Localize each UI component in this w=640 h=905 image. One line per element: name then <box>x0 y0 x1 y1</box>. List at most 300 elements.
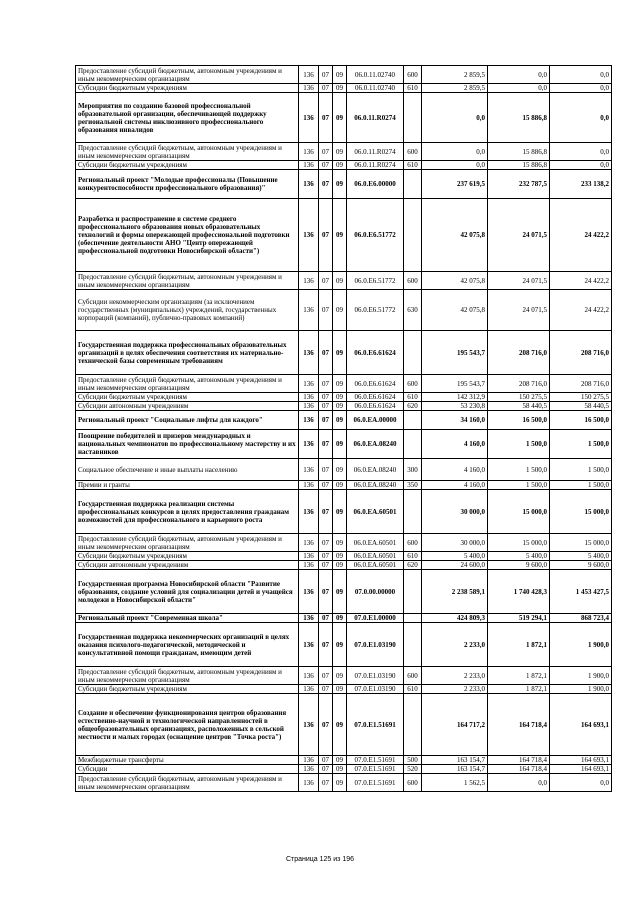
row-value-2: 164 718,4 <box>488 694 550 756</box>
row-value-1: 42 075,8 <box>422 272 488 290</box>
row-value-3: 58 440,5 <box>550 402 612 411</box>
row-rz: 07 <box>319 614 333 623</box>
row-rz: 07 <box>319 143 333 161</box>
row-name: Субсидии автономным учреждениям <box>76 402 299 411</box>
row-csr: 06.0.11.02740 <box>347 66 404 84</box>
row-value-1: 142 312,9 <box>422 393 488 402</box>
table-row <box>76 623 612 667</box>
row-pr: 09 <box>333 84 347 93</box>
row-gr: 136 <box>299 402 319 411</box>
row-gr: 136 <box>299 685 319 694</box>
row-value-1: 0,0 <box>422 93 488 143</box>
row-pr: 09 <box>333 623 347 667</box>
row-value-3: 233 138,2 <box>550 170 612 199</box>
row-value-1: 30 000,0 <box>422 490 488 534</box>
row-csr: 06.0.EA.60501 <box>347 552 404 561</box>
table-row <box>76 570 612 614</box>
row-rz: 07 <box>319 667 333 685</box>
row-pr: 09 <box>333 290 347 331</box>
row-pr: 09 <box>333 411 347 430</box>
row-rz: 07 <box>319 756 333 765</box>
row-pr: 09 <box>333 765 347 774</box>
row-value-3: 0,0 <box>550 161 612 170</box>
row-pr: 09 <box>333 570 347 614</box>
row-vr <box>404 331 422 375</box>
row-rz: 07 <box>319 66 333 84</box>
row-vr: 600 <box>404 66 422 84</box>
row-rz: 07 <box>319 694 333 756</box>
table-row <box>76 290 612 331</box>
row-name: Региональный проект "Современная школа" <box>76 614 299 623</box>
row-value-3: 868 723,4 <box>550 614 612 623</box>
row-pr: 09 <box>333 667 347 685</box>
row-value-3: 15 000,0 <box>550 534 612 552</box>
row-csr: 06.0.E6.51772 <box>347 272 404 290</box>
row-csr: 06.0.EA.08240 <box>347 481 404 490</box>
row-name: Создание и обеспечение функционирования центров образования естественно-научной и технологической направленностей в общеобразовательных организациях, расположенных в сельской местности и малых городах (оснащение центров "Точка роста") <box>76 694 299 756</box>
row-gr: 136 <box>299 272 319 290</box>
row-csr: 07.0.E1.51691 <box>347 765 404 774</box>
row-vr <box>404 170 422 199</box>
row-rz: 07 <box>319 161 333 170</box>
row-rz: 07 <box>319 685 333 694</box>
row-csr: 06.0.EA.60501 <box>347 534 404 552</box>
row-gr: 136 <box>299 375 319 393</box>
row-pr: 09 <box>333 430 347 459</box>
row-name: Межбюджетные трансферты <box>76 756 299 765</box>
row-gr: 136 <box>299 161 319 170</box>
row-value-2: 24 071,5 <box>488 199 550 272</box>
row-csr: 07.0.E1.51691 <box>347 774 404 792</box>
row-value-2: 1 500,0 <box>488 459 550 481</box>
row-vr: 350 <box>404 481 422 490</box>
row-gr: 136 <box>299 694 319 756</box>
row-csr: 06.0.E6.51772 <box>347 290 404 331</box>
row-value-1: 164 717,2 <box>422 694 488 756</box>
row-rz: 07 <box>319 570 333 614</box>
row-value-1: 2 859,5 <box>422 84 488 93</box>
row-vr: 610 <box>404 685 422 694</box>
row-csr: 07.0.E1.51691 <box>347 756 404 765</box>
row-value-3: 5 400,0 <box>550 552 612 561</box>
row-value-1: 424 809,3 <box>422 614 488 623</box>
row-value-3: 0,0 <box>550 143 612 161</box>
row-name: Предоставление субсидий бюджетным, автономным учреждениям и иным некоммерческим организациям <box>76 143 299 161</box>
row-name: Предоставление субсидий бюджетным, автономным учреждениям и иным некоммерческим организациям <box>76 272 299 290</box>
row-rz: 07 <box>319 170 333 199</box>
row-pr: 09 <box>333 93 347 143</box>
row-value-1: 30 000,0 <box>422 534 488 552</box>
row-value-1: 0,0 <box>422 161 488 170</box>
row-vr: 600 <box>404 375 422 393</box>
row-value-1: 42 075,8 <box>422 199 488 272</box>
table-row <box>76 459 612 481</box>
row-gr: 136 <box>299 561 319 570</box>
row-value-2: 24 071,5 <box>488 290 550 331</box>
row-gr: 136 <box>299 459 319 481</box>
row-rz: 07 <box>319 430 333 459</box>
row-csr: 06.0.11.R0274 <box>347 161 404 170</box>
row-vr: 620 <box>404 561 422 570</box>
row-value-2: 16 500,0 <box>488 411 550 430</box>
row-name: Поощрение победителей и призеров международных и национальных чемпионатов по профессиональному мастерству и их наставников <box>76 430 299 459</box>
row-gr: 136 <box>299 570 319 614</box>
row-gr: 136 <box>299 774 319 792</box>
row-name: Предоставление субсидий бюджетным, автономным учреждениям и иным некоммерческим организациям <box>76 774 299 792</box>
row-gr: 136 <box>299 765 319 774</box>
row-value-1: 195 543,7 <box>422 331 488 375</box>
row-value-3: 24 422,2 <box>550 199 612 272</box>
row-gr: 136 <box>299 623 319 667</box>
row-gr: 136 <box>299 614 319 623</box>
row-name: Премии и гранты <box>76 481 299 490</box>
row-name: Социальное обеспечение и иные выплаты населению <box>76 459 299 481</box>
table-row <box>76 534 612 552</box>
table-row <box>76 93 612 143</box>
row-rz: 07 <box>319 774 333 792</box>
row-csr: 06.0.E6.00000 <box>347 170 404 199</box>
table-row <box>76 375 612 393</box>
row-value-3: 0,0 <box>550 774 612 792</box>
row-gr: 136 <box>299 411 319 430</box>
row-pr: 09 <box>333 331 347 375</box>
row-pr: 09 <box>333 490 347 534</box>
table-row <box>76 430 612 459</box>
row-csr: 06.0.E6.51772 <box>347 199 404 272</box>
row-value-1: 163 154,7 <box>422 756 488 765</box>
row-csr: 06.0.E6.61624 <box>347 402 404 411</box>
row-value-2: 15 886,8 <box>488 93 550 143</box>
row-name: Мероприятия по созданию базовой профессиональной образовательной организации, обеспечивающей поддержку региональной системы инклюзивного профессионального образования инвалидов <box>76 93 299 143</box>
row-name: Субсидии бюджетным учреждениям <box>76 393 299 402</box>
row-value-2: 24 071,5 <box>488 272 550 290</box>
row-value-1: 0,0 <box>422 143 488 161</box>
row-value-3: 24 422,2 <box>550 272 612 290</box>
row-pr: 09 <box>333 393 347 402</box>
row-vr: 300 <box>404 459 422 481</box>
row-csr: 06.0.E6.61624 <box>347 375 404 393</box>
row-value-2: 0,0 <box>488 774 550 792</box>
row-rz: 07 <box>319 552 333 561</box>
row-csr: 06.0.E6.61624 <box>347 331 404 375</box>
row-pr: 09 <box>333 66 347 84</box>
row-pr: 09 <box>333 170 347 199</box>
row-pr: 09 <box>333 143 347 161</box>
row-value-3: 0,0 <box>550 84 612 93</box>
row-value-2: 15 000,0 <box>488 534 550 552</box>
row-vr <box>404 490 422 534</box>
row-csr: 06.0.EA.08240 <box>347 459 404 481</box>
table-row <box>76 481 612 490</box>
row-rz: 07 <box>319 411 333 430</box>
row-gr: 136 <box>299 393 319 402</box>
row-value-3: 1 500,0 <box>550 481 612 490</box>
row-value-3: 1 900,0 <box>550 685 612 694</box>
table-row <box>76 774 612 792</box>
row-rz: 07 <box>319 393 333 402</box>
row-pr: 09 <box>333 774 347 792</box>
row-csr: 06.0.11.R0274 <box>347 93 404 143</box>
row-gr: 136 <box>299 143 319 161</box>
row-csr: 06.0.11.R0274 <box>347 143 404 161</box>
row-value-3: 15 000,0 <box>550 490 612 534</box>
row-name: Субсидии <box>76 765 299 774</box>
row-value-3: 24 422,2 <box>550 290 612 331</box>
row-pr: 09 <box>333 534 347 552</box>
row-gr: 136 <box>299 199 319 272</box>
row-rz: 07 <box>319 272 333 290</box>
row-rz: 07 <box>319 290 333 331</box>
row-value-3: 208 716,0 <box>550 331 612 375</box>
row-vr <box>404 614 422 623</box>
row-vr <box>404 623 422 667</box>
row-value-2: 58 440,5 <box>488 402 550 411</box>
table-row <box>76 756 612 765</box>
row-value-1: 163 154,7 <box>422 765 488 774</box>
row-gr: 136 <box>299 93 319 143</box>
row-value-2: 208 716,0 <box>488 331 550 375</box>
row-value-1: 34 160,0 <box>422 411 488 430</box>
row-csr: 06.0.EA.60501 <box>347 561 404 570</box>
row-value-2: 164 718,4 <box>488 765 550 774</box>
row-value-2: 15 886,8 <box>488 143 550 161</box>
row-value-3: 1 500,0 <box>550 459 612 481</box>
row-value-1: 2 233,0 <box>422 667 488 685</box>
row-value-1: 2 233,0 <box>422 623 488 667</box>
row-vr: 610 <box>404 84 422 93</box>
row-value-2: 15 000,0 <box>488 490 550 534</box>
row-value-2: 164 718,4 <box>488 756 550 765</box>
table-row <box>76 143 612 161</box>
row-csr: 06.0.EA.08240 <box>347 430 404 459</box>
row-rz: 07 <box>319 402 333 411</box>
row-value-1: 2 859,5 <box>422 66 488 84</box>
table-row <box>76 561 612 570</box>
row-vr: 600 <box>404 667 422 685</box>
row-name: Разработка и распространение в системе среднего профессионального образования новых образовательных технологий и формы опережающей профессиональной подготовки (обеспечение деятельности АНО "Центр опережающей профессиональной подготовки Новосибирской области") <box>76 199 299 272</box>
row-gr: 136 <box>299 552 319 561</box>
row-pr: 09 <box>333 375 347 393</box>
row-name: Субсидии бюджетным учреждениям <box>76 685 299 694</box>
row-value-3: 0,0 <box>550 93 612 143</box>
row-value-3: 1 453 427,5 <box>550 570 612 614</box>
row-csr: 06.0.11.02740 <box>347 84 404 93</box>
row-gr: 136 <box>299 430 319 459</box>
row-name: Государственная поддержка некоммерческих организаций в целях оказания психолого-педагогической, методической и консультативной помощи гражданам, имеющим детей <box>76 623 299 667</box>
row-value-1: 53 230,8 <box>422 402 488 411</box>
row-name: Субсидии некоммерческим организациям (за исключением государственных (муниципальных) учреждений, государственных корпораций (компаний), публично-правовых компаний) <box>76 290 299 331</box>
row-name: Предоставление субсидий бюджетным, автономным учреждениям и иным некоммерческим организациям <box>76 667 299 685</box>
row-vr <box>404 430 422 459</box>
row-csr: 07.0.E1.03190 <box>347 685 404 694</box>
row-value-2: 0,0 <box>488 66 550 84</box>
table-row <box>76 552 612 561</box>
row-csr: 07.0.E1.51691 <box>347 694 404 756</box>
row-gr: 136 <box>299 534 319 552</box>
row-rz: 07 <box>319 765 333 774</box>
table-row <box>76 667 612 685</box>
table-row <box>76 411 612 430</box>
row-pr: 09 <box>333 459 347 481</box>
row-pr: 09 <box>333 272 347 290</box>
row-value-1: 4 160,0 <box>422 481 488 490</box>
row-value-2: 5 400,0 <box>488 552 550 561</box>
row-gr: 136 <box>299 331 319 375</box>
row-value-3: 0,0 <box>550 66 612 84</box>
row-value-2: 208 716,0 <box>488 375 550 393</box>
row-vr <box>404 694 422 756</box>
row-value-1: 1 562,5 <box>422 774 488 792</box>
row-value-2: 232 787,5 <box>488 170 550 199</box>
row-value-3: 1 500,0 <box>550 430 612 459</box>
row-value-1: 42 075,8 <box>422 290 488 331</box>
row-value-3: 164 693,1 <box>550 765 612 774</box>
row-gr: 136 <box>299 66 319 84</box>
row-value-1: 5 400,0 <box>422 552 488 561</box>
row-value-2: 1 500,0 <box>488 430 550 459</box>
row-value-2: 9 600,0 <box>488 561 550 570</box>
row-name: Предоставление субсидий бюджетным, автономным учреждениям и иным некоммерческим организациям <box>76 375 299 393</box>
row-gr: 136 <box>299 170 319 199</box>
row-value-2: 1 740 428,3 <box>488 570 550 614</box>
row-csr: 07.0.E1.00000 <box>347 614 404 623</box>
row-vr: 600 <box>404 534 422 552</box>
row-pr: 09 <box>333 481 347 490</box>
row-rz: 07 <box>319 331 333 375</box>
row-csr: 06.0.EA.00000 <box>347 411 404 430</box>
row-vr: 600 <box>404 272 422 290</box>
row-value-1: 195 543,7 <box>422 375 488 393</box>
row-rz: 07 <box>319 534 333 552</box>
row-gr: 136 <box>299 756 319 765</box>
row-pr: 09 <box>333 614 347 623</box>
row-pr: 09 <box>333 561 347 570</box>
table-row <box>76 614 612 623</box>
table-row <box>76 402 612 411</box>
table-row <box>76 765 612 774</box>
row-value-2: 150 275,5 <box>488 393 550 402</box>
row-value-2: 1 872,1 <box>488 685 550 694</box>
row-gr: 136 <box>299 490 319 534</box>
row-csr: 07.0.00.00000 <box>347 570 404 614</box>
table-row <box>76 685 612 694</box>
row-vr: 610 <box>404 393 422 402</box>
row-csr: 06.0.EA.60501 <box>347 490 404 534</box>
row-name: Региональный проект "Социальные лифты для каждого" <box>76 411 299 430</box>
row-rz: 07 <box>319 375 333 393</box>
row-value-1: 2 238 589,1 <box>422 570 488 614</box>
row-value-2: 1 872,1 <box>488 623 550 667</box>
row-name: Государственная поддержка реализации системы профессиональных конкурсов в целях предоставления гражданам возможностей для профессионального и карьерного роста <box>76 490 299 534</box>
row-rz: 07 <box>319 93 333 143</box>
row-value-1: 4 160,0 <box>422 459 488 481</box>
row-pr: 09 <box>333 199 347 272</box>
row-value-1: 24 600,0 <box>422 561 488 570</box>
table-row <box>76 331 612 375</box>
row-gr: 136 <box>299 481 319 490</box>
row-gr: 136 <box>299 290 319 331</box>
row-name: Предоставление субсидий бюджетным, автономным учреждениям и иным некоммерческим организациям <box>76 66 299 84</box>
row-name: Субсидии бюджетным учреждениям <box>76 161 299 170</box>
row-csr: 06.0.E6.61624 <box>347 393 404 402</box>
row-pr: 09 <box>333 402 347 411</box>
row-vr: 600 <box>404 143 422 161</box>
row-value-3: 208 716,0 <box>550 375 612 393</box>
row-rz: 07 <box>319 490 333 534</box>
table-row <box>76 694 612 756</box>
row-vr: 630 <box>404 290 422 331</box>
table-row <box>76 199 612 272</box>
table-row <box>76 393 612 402</box>
row-value-3: 164 693,1 <box>550 694 612 756</box>
table-row <box>76 170 612 199</box>
row-value-2: 1 500,0 <box>488 481 550 490</box>
row-vr: 610 <box>404 161 422 170</box>
row-name: Субсидии бюджетным учреждениям <box>76 552 299 561</box>
row-name: Предоставление субсидий бюджетным, автономным учреждениям и иным некоммерческим организациям <box>76 534 299 552</box>
row-value-1: 2 233,0 <box>422 685 488 694</box>
row-vr: 500 <box>404 756 422 765</box>
row-rz: 07 <box>319 199 333 272</box>
budget-table <box>75 65 612 792</box>
row-value-2: 15 886,8 <box>488 161 550 170</box>
table-row <box>76 66 612 84</box>
row-value-3: 150 275,5 <box>550 393 612 402</box>
table-row <box>76 84 612 93</box>
row-pr: 09 <box>333 552 347 561</box>
row-vr <box>404 93 422 143</box>
row-vr: 520 <box>404 765 422 774</box>
row-value-2: 0,0 <box>488 84 550 93</box>
row-value-3: 1 900,0 <box>550 623 612 667</box>
row-pr: 09 <box>333 685 347 694</box>
row-rz: 07 <box>319 623 333 667</box>
row-rz: 07 <box>319 84 333 93</box>
row-value-2: 1 872,1 <box>488 667 550 685</box>
row-gr: 136 <box>299 84 319 93</box>
row-vr <box>404 411 422 430</box>
row-csr: 07.0.E1.03190 <box>347 667 404 685</box>
row-vr <box>404 570 422 614</box>
table-row <box>76 490 612 534</box>
table-row <box>76 161 612 170</box>
row-name: Региональный проект "Молодые профессионалы (Повышение конкурентоспособности профессионального образования)" <box>76 170 299 199</box>
row-pr: 09 <box>333 161 347 170</box>
row-name: Государственная программа Новосибирской области "Развитие образования, создание условий для социализации детей и учащейся молодежи в Новосибирской области" <box>76 570 299 614</box>
row-value-3: 9 600,0 <box>550 561 612 570</box>
row-gr: 136 <box>299 667 319 685</box>
row-rz: 07 <box>319 481 333 490</box>
row-name: Субсидии бюджетным учреждениям <box>76 84 299 93</box>
row-value-3: 1 900,0 <box>550 667 612 685</box>
row-vr: 600 <box>404 774 422 792</box>
row-name: Государственная поддержка профессиональных образовательных организаций в целях обеспечения соответствия их материально-технической базы современным требованиям <box>76 331 299 375</box>
row-vr: 620 <box>404 402 422 411</box>
row-vr: 610 <box>404 552 422 561</box>
page-footer: Страница 125 из 196 <box>285 856 355 863</box>
row-value-1: 4 160,0 <box>422 430 488 459</box>
row-rz: 07 <box>319 459 333 481</box>
row-name: Субсидии автономным учреждениям <box>76 561 299 570</box>
row-vr <box>404 199 422 272</box>
row-pr: 09 <box>333 756 347 765</box>
row-value-1: 237 619,5 <box>422 170 488 199</box>
row-rz: 07 <box>319 561 333 570</box>
row-csr: 07.0.E1.03190 <box>347 623 404 667</box>
table-row <box>76 272 612 290</box>
row-value-3: 164 693,1 <box>550 756 612 765</box>
row-value-3: 16 500,0 <box>550 411 612 430</box>
